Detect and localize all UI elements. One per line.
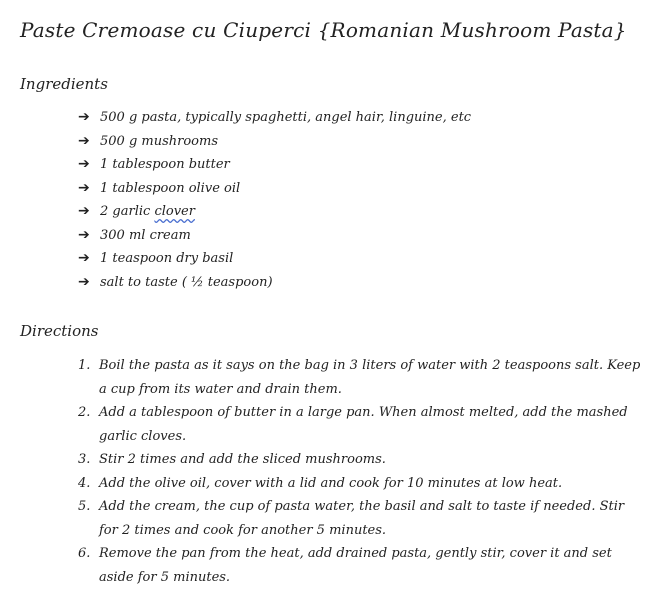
ingredient-text: 300 ml cream	[100, 227, 191, 243]
directions-heading: Directions	[20, 322, 99, 340]
page-title: Paste Cremoase cu Ciuperci {Romanian Mushroom Pasta}	[20, 18, 627, 42]
step-text: Boil the pasta as it says on the bag in 3 liters of water with 2 teaspoons salt. Keep a cup from its water and drain them.	[99, 358, 641, 397]
step-text: Add the olive oil, cover with a lid and cook for 10 minutes at low heat.	[99, 475, 563, 491]
step-number: 1.	[78, 358, 91, 373]
ingredient-text: 500 g mushrooms	[100, 133, 219, 149]
list-item	[78, 472, 644, 496]
step-text: Remove the pan from the heat, add drained pasta, gently stir, cover it and set aside for 5 minutes.	[99, 546, 612, 585]
ingredients-list	[78, 106, 471, 294]
list-item	[78, 153, 471, 177]
list-item	[78, 542, 644, 589]
list-item	[78, 247, 471, 271]
list-item	[78, 448, 644, 472]
list-item	[78, 224, 471, 248]
arrow-right-icon: ➔	[78, 250, 90, 266]
list-item	[78, 177, 471, 201]
step-text: Add the cream, the cup of pasta water, the basil and salt to taste if needed. Stir for 2 times and cook for another 5 minutes.	[99, 499, 625, 538]
step-number: 2.	[78, 405, 91, 420]
arrow-right-icon: ➔	[78, 132, 90, 149]
list-item	[78, 106, 471, 130]
step-number: 5.	[78, 499, 91, 514]
misspelled-word[interactable]: clover	[154, 204, 195, 219]
list-item	[78, 271, 471, 295]
list-item	[78, 130, 471, 154]
step-number: 6.	[78, 546, 91, 561]
ingredient-text: 1 teaspoon dry basil	[100, 251, 234, 266]
arrow-right-icon: ➔	[78, 203, 90, 219]
arrow-right-icon: ➔	[78, 156, 90, 172]
list-item	[78, 495, 644, 542]
ingredient-text: 1 tablespoon butter	[100, 157, 230, 172]
step-number: 4.	[78, 475, 91, 491]
ingredient-text: 2 garlic	[100, 204, 151, 219]
directions-list	[78, 354, 644, 589]
list-item	[78, 401, 644, 448]
arrow-right-icon: ➔	[78, 109, 90, 125]
list-item	[78, 200, 471, 224]
ingredient-text: salt to taste ( ½ teaspoon)	[100, 274, 273, 290]
step-text: Add a tablespoon of butter in a large pan. When almost melted, add the mashed garlic cloves.	[99, 405, 628, 444]
arrow-right-icon: ➔	[78, 273, 90, 290]
arrow-right-icon: ➔	[78, 179, 90, 196]
ingredient-text: 1 tablespoon olive oil	[100, 180, 241, 196]
ingredients-heading: Ingredients	[20, 75, 108, 93]
list-item	[78, 354, 644, 401]
step-text: Stir 2 times and add the sliced mushrooms.	[99, 452, 386, 467]
ingredient-text: 500 g pasta, typically spaghetti, angel hair, linguine, etc	[100, 110, 472, 125]
step-number: 3.	[78, 452, 91, 467]
arrow-right-icon: ➔	[78, 226, 90, 243]
